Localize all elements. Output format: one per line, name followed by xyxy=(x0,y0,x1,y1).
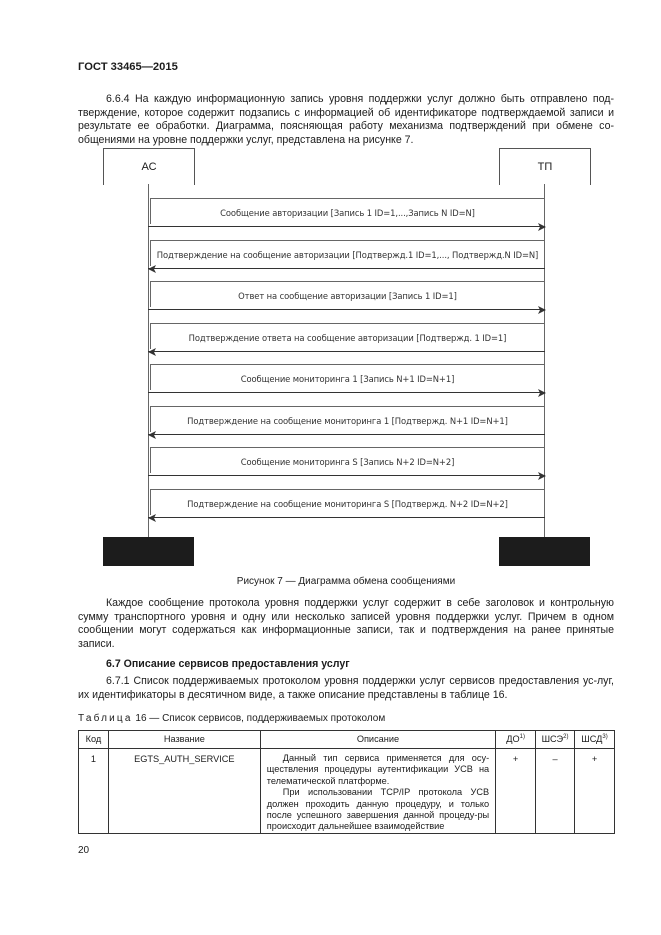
message-4 xyxy=(150,323,545,349)
arrowhead-icon xyxy=(538,472,546,480)
message-5 xyxy=(150,364,545,390)
th-shse-note: 2) xyxy=(563,733,569,740)
th-shse-label: ШСЭ xyxy=(541,733,564,744)
table-caption-word: Таблица xyxy=(78,713,133,724)
arrowhead-icon xyxy=(538,223,546,231)
arrowhead-icon xyxy=(538,306,546,314)
th-shse xyxy=(536,731,575,749)
paragraph-3 xyxy=(78,675,614,702)
cell-code: 1 xyxy=(79,749,109,834)
lifeline-tp xyxy=(544,184,545,537)
arrowhead-icon xyxy=(148,514,156,522)
message-8 xyxy=(150,489,545,515)
message-2 xyxy=(150,240,545,266)
th-code: Код xyxy=(79,731,109,749)
message-7 xyxy=(150,447,545,473)
party-label-as: АС xyxy=(141,161,157,173)
arrowhead-icon xyxy=(148,265,156,273)
cell-shsd: + xyxy=(575,749,615,834)
party-box-as xyxy=(103,148,195,185)
arrowhead-icon xyxy=(148,431,156,439)
paragraph-3-text: 6.7.1 Список поддерживаемых протоколом уровня поддержки услуг сервисов предоставления ус-луг, их идентификаторы в десятичном виде, а также описание представлены в таблице 16. xyxy=(78,675,614,701)
document-header: ГОСТ 33465—2015 xyxy=(78,61,178,73)
message-arrow-right xyxy=(148,226,545,227)
end-box-tp xyxy=(499,537,590,566)
arrowhead-icon xyxy=(148,348,156,356)
message-arrow-left xyxy=(148,434,545,435)
th-description: Описание xyxy=(260,731,495,749)
message-1 xyxy=(150,198,545,224)
party-box-tp xyxy=(499,148,591,185)
cell-name: EGTS_AUTH_SERVICE xyxy=(108,749,260,834)
table-row xyxy=(79,749,615,834)
th-shsd-note: 3) xyxy=(602,733,608,740)
message-arrow-left xyxy=(148,351,545,352)
th-do-label: ДО xyxy=(506,733,520,744)
th-do-note: 1) xyxy=(519,733,525,740)
message-label: Ответ на сообщение авторизации [Запись 1 ID=1] xyxy=(238,291,457,301)
message-arrow-right xyxy=(148,309,545,310)
lifeline-as xyxy=(148,184,149,537)
cell-description xyxy=(260,749,495,834)
intro-paragraph-text: 6.6.4 На каждую информационную запись уровня поддержки услуг должно быть отправлено под-тверждение, которое содержит подзапись с информацией об идентификаторе подтверждаемой записи и результате ее обработки. Диаграмма, поясняющая работу механизма подтверждений при обмене со-общениями на уровне поддержки услуг, представлена на рисунке 7. xyxy=(78,93,614,146)
page-number: 20 xyxy=(78,845,90,856)
message-label: Подтверждение на сообщение авторизации [Подтвержд.1 ID=1,..., Подтвержд.N ID=N] xyxy=(156,250,539,260)
message-arrow-right xyxy=(148,475,545,476)
th-do xyxy=(496,731,536,749)
description-para-1: Данный тип сервиса применяется для осу-ществления процедуры аутентификации УСВ на телематической платформе. xyxy=(266,753,490,786)
th-shsd-label: ШСД xyxy=(581,733,603,744)
message-3 xyxy=(150,281,545,307)
intro-paragraph xyxy=(78,93,614,147)
end-box-as xyxy=(103,537,194,566)
message-arrow-right xyxy=(148,392,545,393)
message-label: Сообщение авторизации [Запись 1 ID=1,...,Запись N ID=N] xyxy=(220,208,475,218)
services-table xyxy=(78,730,615,834)
message-label: Сообщение мониторинга 1 [Запись N+1 ID=N+1] xyxy=(240,374,455,384)
message-arrow-left xyxy=(148,517,545,518)
th-shsd xyxy=(575,731,615,749)
cell-do: + xyxy=(496,749,536,834)
message-label: Подтверждение на сообщение мониторинга S [Подтвержд. N+2 ID=N+2] xyxy=(187,499,508,509)
table-header-row xyxy=(79,731,615,749)
figure-caption: Рисунок 7 — Диаграмма обмена сообщениями xyxy=(236,576,456,587)
table-caption xyxy=(78,712,385,726)
description-para-2: При использовании TCP/IP протокола УСВ должен проходить данную процедуру, и только после успешного завершения данной процеду-ры происходит дальнейшее взаимодействие xyxy=(266,787,490,832)
cell-shse: – xyxy=(536,749,575,834)
paragraph-2-text: Каждое сообщение протокола уровня поддержки услуг содержит в себе заголовок и контрольную сумму транспортного уровня и одну или несколько записей уровня поддержки услуг. Причем в одном сообщении могут содержаться как информационные записи, так и подтверждения на ранее принятые записи. xyxy=(78,597,614,650)
paragraph-2 xyxy=(78,597,614,651)
table-caption-text: 16 — Список сервисов, поддерживаемых протоколом xyxy=(135,713,386,724)
party-label-tp: ТП xyxy=(537,161,553,173)
message-label: Подтверждение ответа на сообщение авторизации [Подтвержд. 1 ID=1] xyxy=(188,333,507,343)
message-label: Сообщение мониторинга S [Запись N+2 ID=N+2] xyxy=(240,457,455,467)
arrowhead-icon xyxy=(538,389,546,397)
message-label: Подтверждение на сообщение мониторинга 1 [Подтвержд. N+1 ID=N+1] xyxy=(187,416,508,426)
message-arrow-left xyxy=(148,268,545,269)
th-name: Название xyxy=(108,731,260,749)
section-title: 6.7 Описание сервисов предоставления услуг xyxy=(106,658,350,670)
message-6 xyxy=(150,406,545,432)
